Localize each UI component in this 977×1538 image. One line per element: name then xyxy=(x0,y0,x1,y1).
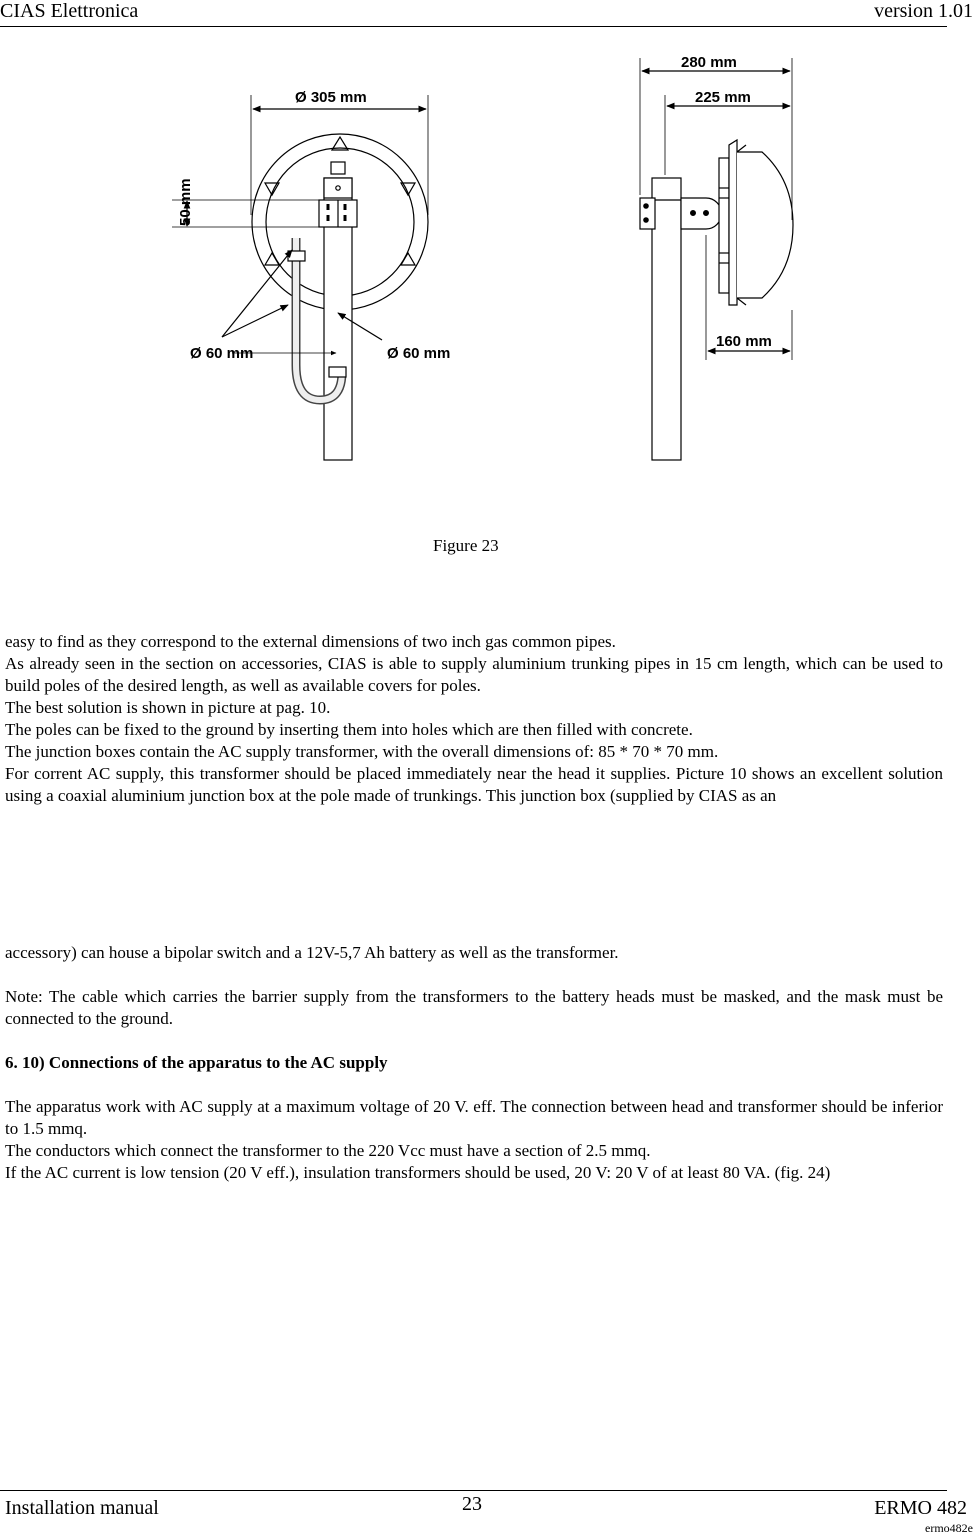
footer-rule xyxy=(0,1490,947,1491)
figure-caption: Figure 23 xyxy=(433,536,499,555)
footer-model: ERMO 482 xyxy=(874,1497,967,1519)
dim-50mm: 50 mm xyxy=(177,178,194,226)
figure-23-drawing xyxy=(0,30,977,470)
bracket-side xyxy=(681,198,722,229)
footer-manual: Installation manual xyxy=(5,1497,159,1519)
dim-280mm: 280 mm xyxy=(681,54,737,71)
body-text-1: easy to find as they correspond to the external dimensions of two inch gas common pipes. As already seen in the section on accessories, CIAS is able to supply aluminium trunking pipes in 15 cm length, which can be used to build poles of the desired length, as well as available covers for poles. The best solution is shown in picture at pag. 10. The poles can be fixed to the ground by inserting them into holes which are then filled with concrete. The junction boxes contain the AC supply transformer, with the overall dimensions of: 85 * 70 * 70 mm. For corrent AC supply, this transformer should be placed immediately near the head it supplies. Picture 10 shows an excellent solution using a coaxial aluminium junction box at the pole made of trunkings. This junction box (supplied by CIAS as an xyxy=(5,632,943,805)
header-company: CIAS Elettronica xyxy=(0,0,139,22)
page-number: 23 xyxy=(462,1493,482,1515)
header-version: version 1.01 xyxy=(874,0,973,22)
pole-side xyxy=(652,178,681,460)
header-rule xyxy=(0,26,947,27)
dim-225mm: 225 mm xyxy=(695,89,751,106)
note-paragraph: Note: The cable which carries the barrier supply from the transformers to the battery heads must be masked, and the mask must be connected to the ground. xyxy=(5,987,943,1028)
body-text-2: accessory) can house a bipolar switch and a 12V-5,7 Ah battery as well as the transformer. Note: The cable which carries the barrier supply from the transformers to the battery heads must be masked, and the mask must be connected to the ground. 6. 10) Connections of the apparatus to the AC supply The apparatus work with AC supply at a maximum voltage of 20 V. eff. The connection between head and transformer should be inferior to 1.5 mmq. The conductors which connect the transformer to the 220 Vcc must have a section of 2.5 mmq. If the AC current is low tension (20 V eff.), insulation transformers should be used, 20 V: 20 V of at least 80 VA. (fig. 24) xyxy=(5,943,943,1182)
footer-code: ermo482e xyxy=(925,1521,973,1535)
dim-pipe-right: Ø 60 mm xyxy=(387,345,451,362)
dim-pipe-left: Ø 60 mm xyxy=(190,345,254,362)
head-dome-side xyxy=(737,152,793,298)
section-heading: 6. 10) Connections of the apparatus to the AC supply xyxy=(5,1053,388,1072)
dim-160mm: 160 mm xyxy=(716,333,772,350)
dim-diameter: Ø 305 mm xyxy=(295,89,367,106)
